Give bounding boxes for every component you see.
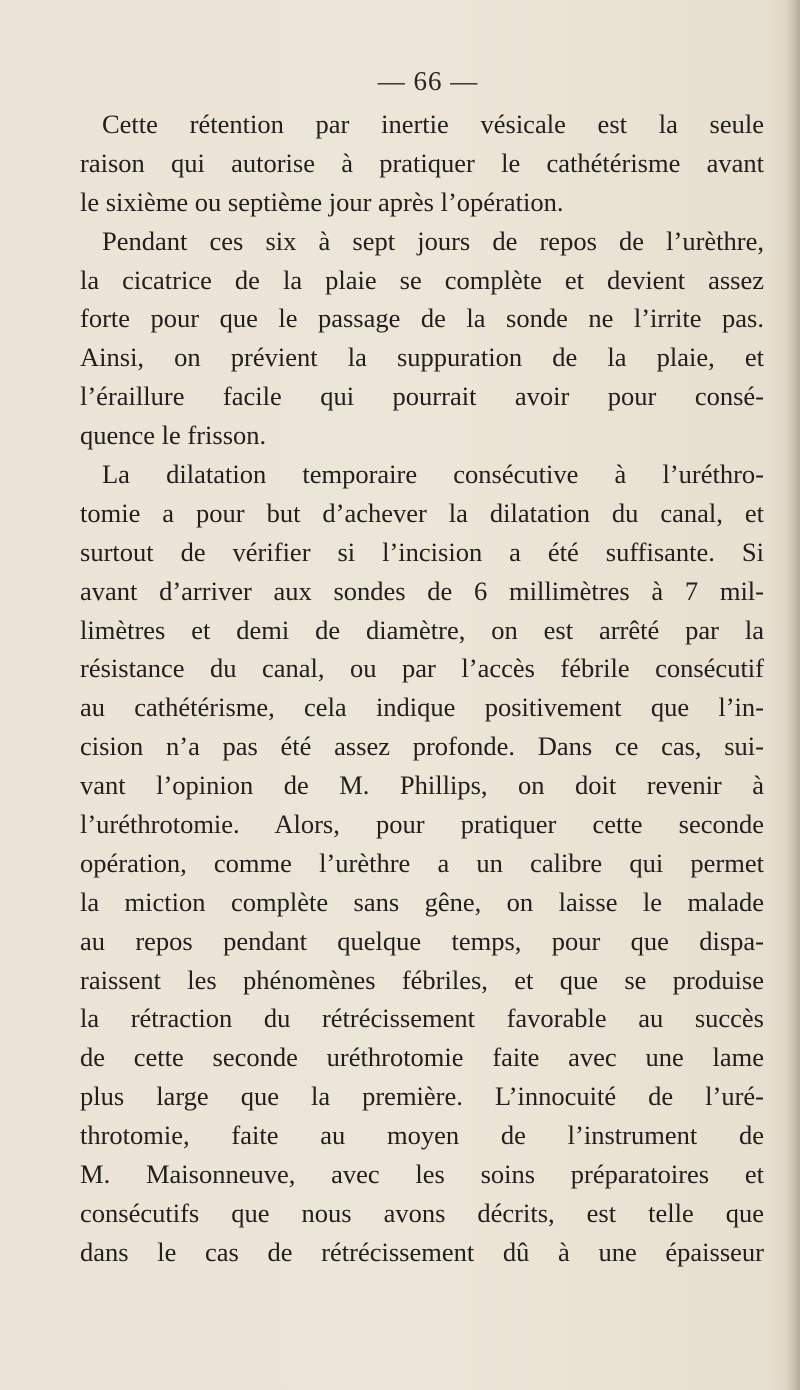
body-text xyxy=(80,105,764,1272)
text-line: limètres et demi de diamètre, on est arrêté par la xyxy=(80,614,764,645)
text-line: opération, comme l’urèthre a un calibre qui permet xyxy=(80,847,764,878)
text-line: Cette rétention par inertie vésicale est la seule xyxy=(102,109,764,139)
text-line: Pendant ces six à sept jours de repos de l’urèthre, xyxy=(102,225,764,256)
text-line: la miction complète sans gêne, on laisse le malade xyxy=(80,886,764,917)
text-line: au repos pendant quelque temps, pour que dispa- xyxy=(80,925,764,956)
text-line: La dilatation temporaire consécutive à l’uréthro- xyxy=(102,459,764,490)
text-line: de cette seconde uréthrotomie faite avec une lame xyxy=(80,1042,764,1073)
text-line: le sixième ou septième jour après l’opération. xyxy=(80,186,564,217)
text-line: l’éraillure facile qui pourrait avoir pour consé- xyxy=(80,381,764,412)
text-line: forte pour que le passage de la sonde ne l’irrite pas. xyxy=(80,303,764,334)
text-line: raison qui autorise à pratiquer le cathétérisme avant xyxy=(80,147,764,178)
text-line: la rétraction du rétrécissement favorable au succès xyxy=(80,1003,764,1034)
text-line: consécutifs que nous avons décrits, est telle que xyxy=(80,1197,764,1228)
text-line: avant d’arriver aux sondes de 6 millimètres à 7 mil- xyxy=(80,575,764,606)
text-line: résistance du canal, ou par l’accès fébrile consécutif xyxy=(80,653,764,684)
text-line: cision n’a pas été assez profonde. Dans ce cas, sui- xyxy=(80,731,764,762)
text-line: quence le frisson. xyxy=(80,420,267,451)
text-line: au cathétérisme, cela indique positivement que l’in- xyxy=(80,692,764,723)
text-line: vant l’opinion de M. Phillips, on doit revenir à xyxy=(80,770,764,801)
text-line: plus large que la première. L’innocuité de l’uré- xyxy=(80,1081,764,1112)
text-line: surtout de vérifier si l’incision a été suffisante. Si xyxy=(80,536,764,567)
page-edge-shadow xyxy=(786,0,800,1390)
text-line: dans le cas de rétrécissement dû à une épaisseur xyxy=(80,1236,764,1267)
page-number: — 66 — xyxy=(377,66,479,96)
text-line: l’uréthrotomie. Alors, pour pratiquer cette seconde xyxy=(80,809,764,840)
text-line: Ainsi, on prévient la suppuration de la plaie, et xyxy=(80,342,764,373)
text-line: throtomie, faite au moyen de l’instrument de xyxy=(80,1120,764,1151)
text-line: raissent les phénomènes fébriles, et que se produise xyxy=(80,964,764,995)
text-line: la cicatrice de la plaie se complète et devient assez xyxy=(80,264,764,295)
text-line: tomie a pour but d’achever la dilatation du canal, et xyxy=(80,497,764,528)
text-line: M. Maisonneuve, avec les soins préparatoires et xyxy=(80,1159,764,1190)
